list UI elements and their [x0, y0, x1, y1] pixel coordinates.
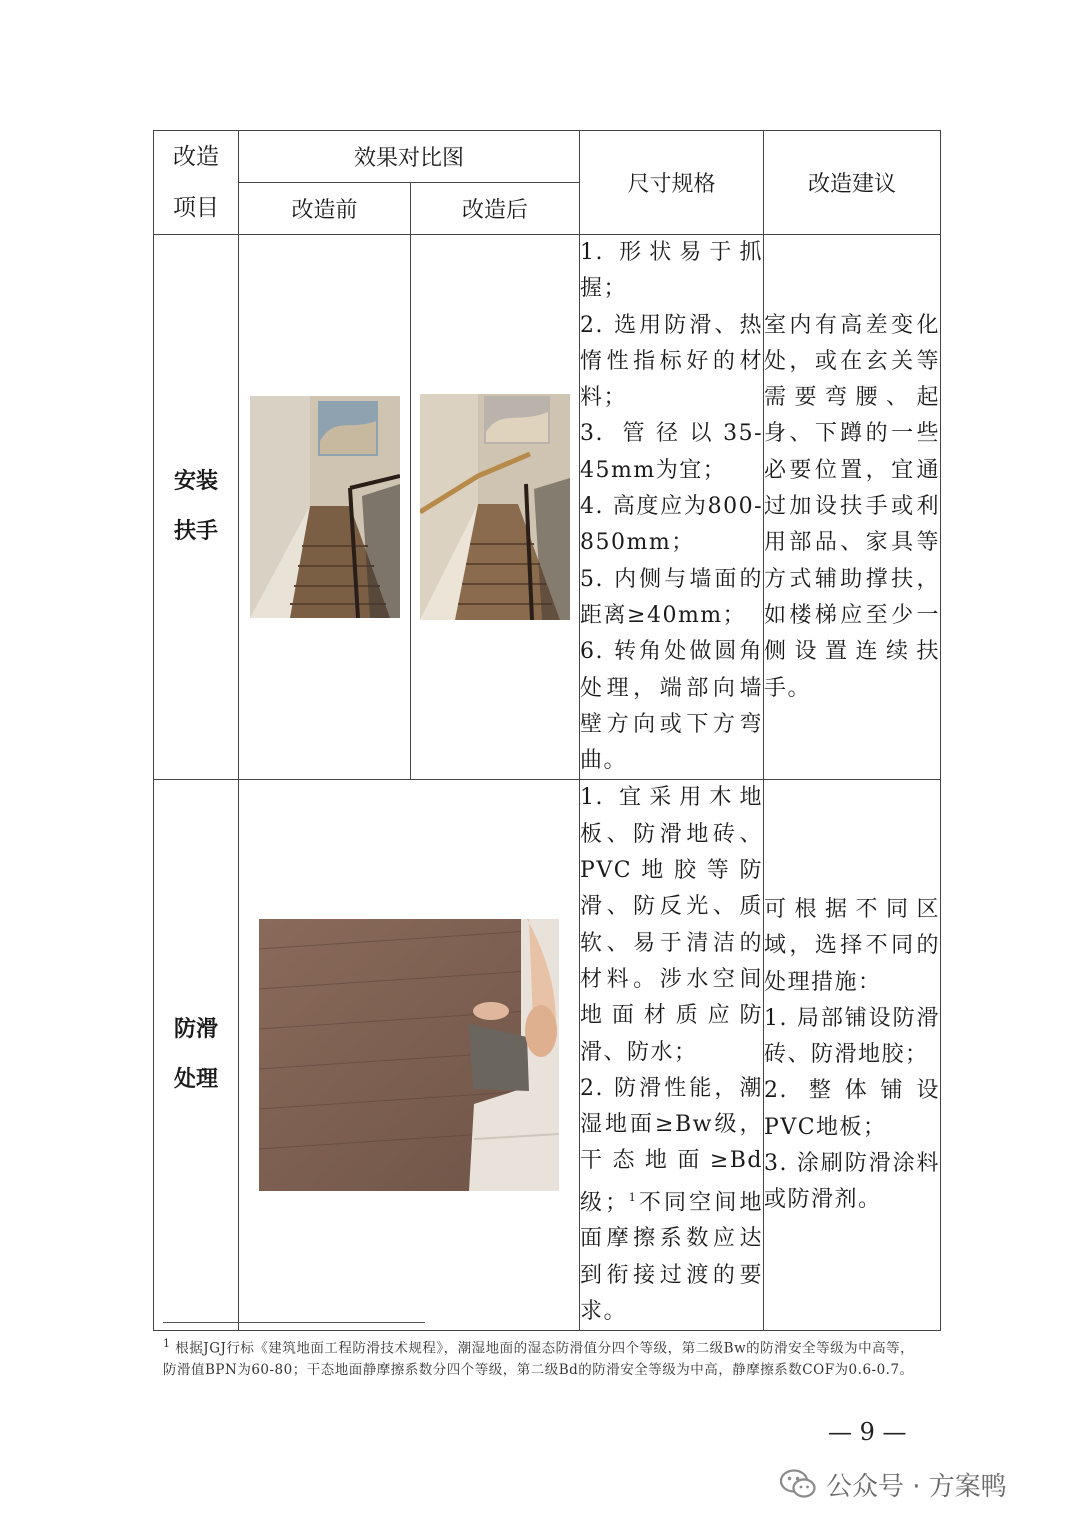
wechat-icon — [780, 1469, 816, 1499]
advice-handrail — [764, 235, 941, 780]
spec-item: 1. 宜采用木地板、防滑地砖、PVC地胶等防滑、防反光、质软、易于清洁的材料。涉水空间地面材质应防滑、防水； — [580, 785, 764, 1065]
row-project-antislip: 防滑 处理 — [154, 780, 239, 1331]
row-project-handrail: 安装 扶手 — [154, 235, 239, 780]
photo-cell-before — [239, 235, 411, 780]
footnote — [163, 1333, 923, 1381]
header-size: 尺寸规格 — [580, 131, 764, 235]
advice-line: 2. 整体铺设PVC地板； — [764, 1078, 941, 1140]
header-advice: 改造建议 — [764, 131, 941, 235]
floor-photo — [259, 919, 559, 1191]
spec-item: 5. 内侧与墙面的距离≥40mm； — [580, 566, 764, 628]
footnote-text: 根据JGJ行标《建筑地面工程防滑技术规程》，潮湿地面的湿态防滑值分四个等级，第二级Bw的防滑安全等级为中高等，防滑值BPN为60-80；干态地面静摩擦系数分四个等级，第二级Bd的防滑安全等级为中高，静摩擦系数COF为0.6-0.7。 — [163, 1340, 915, 1378]
header-after: 改造后 — [411, 183, 580, 235]
spec-item: 1. 形状易于抓握； — [580, 240, 764, 302]
spec-item: 4. 高度应为800-850mm； — [580, 494, 764, 556]
advice-text: 室内有高差变化处，或在玄关等需要弯腰、起身、下蹲的一些必要位置，宜通过加设扶手或利用部品、家具等方式辅助撑扶，如楼梯应至少一侧设置连续扶手。 — [764, 312, 941, 701]
footnote-ref: 1 — [628, 1190, 638, 1204]
spec-item: 6. 转角处做圆角处理，端部向墙壁方向或下方弯曲。 — [580, 639, 764, 774]
footnote-mark: 1 — [163, 1337, 171, 1350]
specs-antislip — [580, 780, 764, 1331]
advice-line: 1. 局部铺设防滑砖、防滑地胶； — [764, 1005, 941, 1068]
specs-handrail — [580, 235, 764, 780]
spec-item: 2. 选用防滑、热惰性指标好的材料； — [580, 312, 764, 411]
spec-item: 3. 管径以35-45mm为宜； — [580, 421, 764, 483]
watermark — [780, 1464, 1007, 1504]
spec-item: 2. 防滑性能，潮湿地面≥Bw级，干态地面≥Bd级；$^1$不同空间地面摩擦系数应达到衔接过渡的要求。 — [580, 1075, 764, 1324]
header-before: 改造前 — [239, 183, 411, 235]
photo-cell-floor — [239, 780, 580, 1331]
page-number: — 9 — — [828, 1418, 907, 1446]
header-project: 改造 项目 — [154, 131, 239, 235]
advice-line: 3. 涂刷防滑涂料或防滑剂。 — [764, 1151, 941, 1213]
advice-line: 可根据不同区域，选择不同的处理措施： — [764, 897, 941, 995]
header-effect: 效果对比图 — [239, 131, 580, 183]
renovation-table — [153, 130, 941, 1331]
photo-cell-after — [411, 235, 580, 780]
advice-antislip — [764, 780, 941, 1331]
footnote-divider — [163, 1322, 425, 1323]
stair-before-photo — [250, 396, 400, 618]
watermark-text: 公众号 · 方案鸭 — [826, 1471, 1007, 1502]
stair-after-photo — [420, 394, 570, 620]
